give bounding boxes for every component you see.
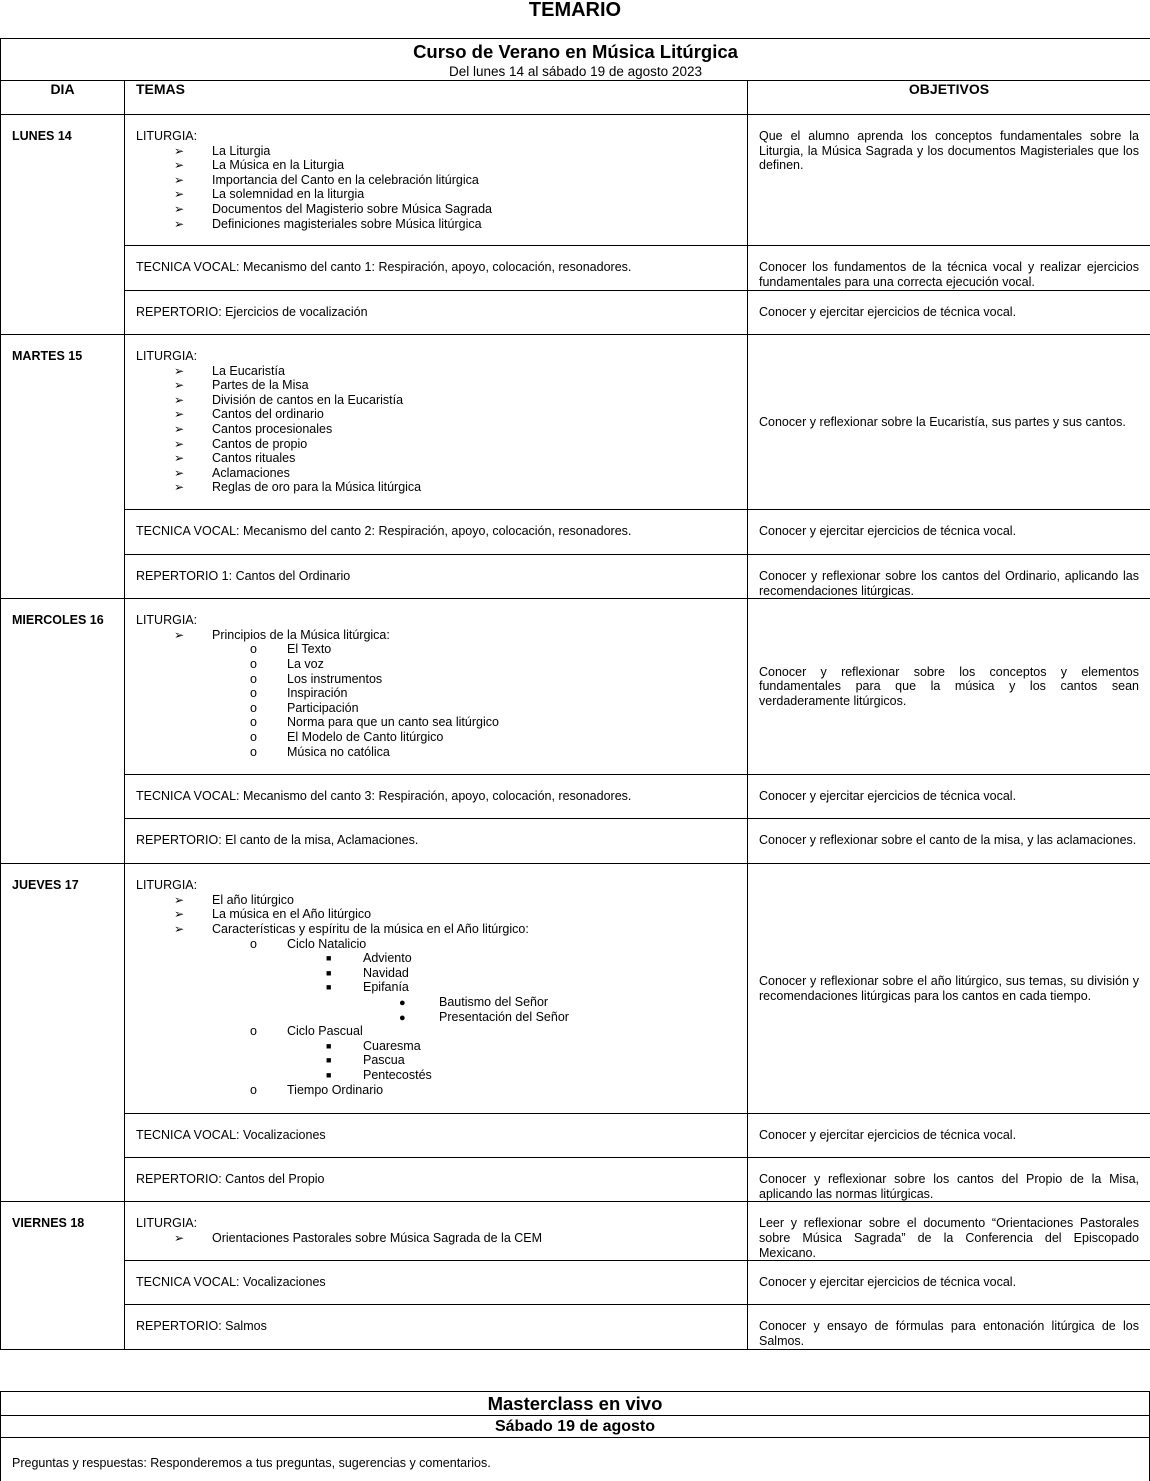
topic-item	[136, 995, 737, 1010]
topic-text: Reglas de oro para la Música litúrgica	[212, 480, 422, 495]
course-dates: Del lunes 14 al sábado 19 de agosto 2023	[449, 64, 702, 79]
topic-list-level-1	[136, 893, 737, 1097]
topic-item	[136, 686, 737, 701]
topic-item	[136, 187, 737, 202]
topic-heading: TECNICA VOCAL: Vocalizaciones	[136, 1275, 326, 1290]
bullet-icon: ●	[399, 996, 406, 1009]
topic-cell	[125, 555, 748, 599]
bullet-icon: ➢	[174, 407, 185, 422]
topic-cell	[125, 335, 748, 510]
bullet-icon: o	[250, 1024, 257, 1039]
topic-item	[136, 144, 737, 159]
day-label: VIERNES 18	[1, 1202, 125, 1350]
course-header	[1, 39, 1150, 81]
bullet-icon: ➢	[174, 480, 185, 495]
topic-item	[136, 466, 737, 481]
topic-cell	[125, 246, 748, 291]
day-label: JUEVES 17	[1, 864, 125, 1202]
topic-item	[136, 730, 737, 745]
bullet-icon: ●	[399, 1011, 406, 1024]
topic-heading: LITURGIA:	[136, 1216, 198, 1231]
topic-item	[136, 715, 737, 730]
topic-list-level-1	[136, 628, 737, 759]
topic-cell	[125, 510, 748, 555]
course-header-row	[1, 39, 1150, 81]
bullet-icon: ➢	[174, 378, 185, 393]
bullet-icon: ➢	[174, 143, 185, 158]
masterclass-description: Preguntas y respuestas: Responderemos a tus preguntas, sugerencias y comentarios.	[1, 1438, 1150, 1481]
topic-heading: TECNICA VOCAL: Vocalizaciones	[136, 1128, 326, 1143]
schedule-row	[1, 1158, 1150, 1202]
objective-cell: Conocer y ejercitar ejercicios de técnica vocal.	[748, 1114, 1150, 1158]
topic-text: Cantos de propio	[212, 436, 308, 451]
topic-text: Bautismo del Señor	[439, 994, 549, 1009]
masterclass-table	[0, 1391, 1150, 1481]
sub-topic-group	[136, 937, 737, 1098]
schedule-row	[1, 335, 1150, 510]
bullet-icon: o	[250, 671, 257, 686]
topic-item	[136, 628, 737, 643]
topic-item	[136, 701, 737, 716]
topic-item	[136, 437, 737, 452]
objective-cell: Conocer y ejercitar ejercicios de técnica vocal.	[748, 510, 1150, 555]
topic-text: Pascua	[363, 1053, 405, 1068]
topic-text: Principios de la Música litúrgica:	[212, 627, 390, 642]
sub-topic-group	[136, 995, 737, 1024]
topic-item	[136, 951, 737, 966]
objective-cell: Conocer y reflexionar sobre los cantos del Propio de la Misa, aplicando las normas litúrgicas.	[748, 1158, 1150, 1202]
topic-item	[136, 1039, 737, 1054]
topic-cell	[125, 819, 748, 864]
masterclass-date: Sábado 19 de agosto	[1, 1416, 1150, 1438]
bullet-icon: ➢	[174, 627, 185, 642]
topic-text: Importancia del Canto en la celebración litúrgica	[212, 172, 479, 187]
topic-text: El Texto	[287, 642, 332, 657]
objective-cell: Conocer y reflexionar sobre los conceptos y elementos fundamentales para que la música y los cantos sean verdaderamente litúrgicos.	[748, 599, 1150, 775]
topic-text: Tiempo Ordinario	[287, 1082, 384, 1097]
bullet-icon: ➢	[174, 201, 185, 216]
topic-heading: REPERTORIO: Cantos del Propio	[136, 1172, 325, 1187]
day-label: LUNES 14	[1, 115, 125, 335]
topic-item	[136, 1010, 737, 1025]
schedule-row	[1, 510, 1150, 555]
topic-cell	[125, 115, 748, 246]
sub-topic-group	[136, 951, 737, 1024]
schedule-row	[1, 864, 1150, 1114]
topic-item	[136, 893, 737, 908]
bullet-icon: o	[250, 1082, 257, 1097]
topic-text: Partes de la Misa	[212, 378, 309, 393]
topic-cell	[125, 864, 748, 1114]
objective-cell: Conocer y ensayo de fórmulas para entonación litúrgica de los Salmos.	[748, 1305, 1150, 1350]
bullet-icon: o	[250, 729, 257, 744]
topic-list-level-1	[136, 144, 737, 232]
topic-item	[136, 657, 737, 672]
bullet-icon: ➢	[174, 158, 185, 173]
bullet-icon: o	[250, 642, 257, 657]
topic-cell	[125, 1202, 748, 1261]
objective-cell: Conocer los fundamentos de la técnica vocal y realizar ejercicios fundamentales para una correcta ejecución vocal.	[748, 246, 1150, 291]
topic-item	[136, 966, 737, 981]
topic-item	[136, 745, 737, 760]
bullet-icon: ➢	[174, 172, 185, 187]
topic-heading: LITURGIA:	[136, 613, 198, 628]
topic-text: Epifanía	[363, 980, 409, 995]
sub-topic-group	[136, 1039, 737, 1083]
bullet-icon: ■	[326, 1040, 332, 1051]
objective-cell: Conocer y reflexionar sobre el canto de la misa, y las aclamaciones.	[748, 819, 1150, 864]
topic-text: Aclamaciones	[212, 465, 290, 480]
topic-text: La Eucaristía	[212, 363, 285, 378]
topic-text: Pentecostés	[363, 1067, 432, 1082]
bullet-icon: o	[250, 686, 257, 701]
topic-list-level-4	[136, 995, 737, 1024]
topic-text: El Modelo de Canto litúrgico	[287, 729, 444, 744]
bullet-icon: ➢	[174, 436, 185, 451]
schedule-row	[1, 555, 1150, 599]
topic-text: Orientaciones Pastorales sobre Música Sagrada de la CEM	[212, 1230, 543, 1245]
bullet-icon: ■	[326, 953, 332, 964]
topic-heading: TECNICA VOCAL: Mecanismo del canto 2: Respiración, apoyo, colocación, resonadores.	[136, 524, 632, 538]
bullet-icon: ➢	[174, 187, 185, 202]
topic-text: Definiciones magisteriales sobre Música litúrgica	[212, 216, 482, 231]
topic-list-level-3	[136, 1039, 737, 1083]
column-header-row	[1, 81, 1150, 115]
column-header-temas: TEMAS	[125, 81, 748, 115]
topic-text: El año litúrgico	[212, 892, 294, 907]
topic-item	[136, 173, 737, 188]
topic-heading: TECNICA VOCAL: Mecanismo del canto 1: Respiración, apoyo, colocación, resonadores.	[136, 260, 632, 274]
topic-text: Documentos del Magisterio sobre Música Sagrada	[212, 201, 492, 216]
sub-topic-group	[136, 642, 737, 759]
topic-text: La Música en la Liturgia	[212, 158, 345, 173]
bullet-icon: ➢	[174, 363, 185, 378]
topic-heading: LITURGIA:	[136, 878, 198, 893]
topic-text: Navidad	[363, 965, 409, 980]
column-header-objetivos: OBJETIVOS	[748, 81, 1150, 115]
topic-text: Participación	[287, 700, 359, 715]
topic-text: Cantos rituales	[212, 451, 296, 466]
bullet-icon: ➢	[174, 216, 185, 231]
topic-text: Ciclo Pascual	[287, 1024, 363, 1039]
topic-item	[136, 922, 737, 937]
topic-heading: REPERTORIO: El canto de la misa, Aclamaciones.	[136, 833, 419, 848]
masterclass-title: Masterclass en vivo	[1, 1392, 1150, 1416]
schedule-row	[1, 1114, 1150, 1158]
bullet-icon: o	[250, 656, 257, 671]
bullet-icon: ■	[326, 1069, 332, 1080]
topic-cell	[125, 599, 748, 775]
objective-cell: Conocer y ejercitar ejercicios de técnica vocal.	[748, 775, 1150, 819]
schedule-row	[1, 115, 1150, 246]
topic-cell	[125, 291, 748, 335]
syllabus-table	[0, 38, 1150, 1350]
topic-item	[136, 451, 737, 466]
page-title: TEMARIO	[528, 0, 622, 21]
bullet-icon: ➢	[174, 451, 185, 466]
bullet-icon: ➢	[174, 892, 185, 907]
schedule-row	[1, 819, 1150, 864]
objective-cell: Conocer y ejercitar ejercicios de técnica vocal.	[748, 291, 1150, 335]
topic-text: La voz	[287, 656, 324, 671]
topic-list-level-1	[136, 1231, 737, 1246]
topic-list-level-2	[136, 937, 737, 1098]
bullet-icon: ➢	[174, 465, 185, 480]
topic-cell	[125, 1114, 748, 1158]
topic-item	[136, 1024, 737, 1039]
topic-heading: REPERTORIO 1: Cantos del Ordinario	[136, 569, 351, 583]
bullet-icon: ■	[326, 982, 332, 993]
topic-text: Norma para que un canto sea litúrgico	[287, 715, 499, 730]
topic-text: Inspiración	[287, 686, 348, 701]
topic-item	[136, 422, 737, 437]
topic-item	[136, 907, 737, 922]
objective-cell: Conocer y reflexionar sobre la Eucaristía, sus partes y sus cantos.	[748, 335, 1150, 510]
topic-list-level-2	[136, 642, 737, 759]
bullet-icon: ➢	[174, 421, 185, 436]
topic-item	[136, 642, 737, 657]
objective-cell: Leer y reflexionar sobre el documento “Orientaciones Pastorales sobre Música Sagrada” de la Conferencia del Episcopado Mexicano.	[748, 1202, 1150, 1261]
bullet-icon: o	[250, 715, 257, 730]
topic-item	[136, 1083, 737, 1098]
bullet-icon: ➢	[174, 921, 185, 936]
topic-item	[136, 202, 737, 217]
bullet-icon: ➢	[174, 907, 185, 922]
topic-heading: TECNICA VOCAL: Mecanismo del canto 3: Respiración, apoyo, colocación, resonadores.	[136, 789, 632, 804]
topic-list-level-3	[136, 951, 737, 1024]
topic-item	[136, 1068, 737, 1083]
topic-heading: REPERTORIO: Salmos	[136, 1319, 267, 1334]
topic-heading: LITURGIA:	[136, 129, 198, 143]
topic-text: Los instrumentos	[287, 671, 383, 686]
topic-cell	[125, 1305, 748, 1350]
topic-heading: LITURGIA:	[136, 349, 198, 363]
topic-item	[136, 480, 737, 495]
column-header-dia: DIA	[1, 81, 125, 115]
topic-text: Cuaresma	[363, 1038, 421, 1053]
topic-text: Ciclo Natalicio	[287, 936, 367, 951]
schedule-row	[1, 1305, 1150, 1350]
topic-text: La solemnidad en la liturgia	[212, 187, 365, 202]
day-label: MARTES 15	[1, 335, 125, 599]
topic-item	[136, 1053, 737, 1068]
objective-cell: Que el alumno aprenda los conceptos fundamentales sobre la Liturgia, la Música Sagrada y los documentos Magisteriales que los definen.	[748, 115, 1150, 246]
schedule-row	[1, 246, 1150, 291]
topic-item	[136, 364, 737, 379]
bullet-icon: o	[250, 744, 257, 759]
objective-cell: Conocer y ejercitar ejercicios de técnica vocal.	[748, 1261, 1150, 1305]
day-label: MIERCOLES 16	[1, 599, 125, 864]
topic-text: Adviento	[363, 951, 412, 966]
objective-cell: Conocer y reflexionar sobre los cantos del Ordinario, aplicando las recomendaciones litúrgicas.	[748, 555, 1150, 599]
bullet-icon: ➢	[174, 1230, 185, 1245]
schedule-row	[1, 775, 1150, 819]
bullet-icon: ■	[326, 967, 332, 978]
topic-text: División de cantos en la Eucaristía	[212, 392, 404, 407]
bullet-icon: ➢	[174, 392, 185, 407]
bullet-icon: ■	[326, 1055, 332, 1066]
bullet-icon: o	[250, 936, 257, 951]
topic-item	[136, 407, 737, 422]
topic-cell	[125, 1158, 748, 1202]
topic-text: Música no católica	[287, 744, 390, 759]
schedule-row	[1, 291, 1150, 335]
topic-heading: REPERTORIO: Ejercicios de vocalización	[136, 305, 368, 319]
topic-text: Características y espíritu de la música en el Año litúrgico:	[212, 921, 529, 936]
topic-item	[136, 937, 737, 952]
topic-list-level-1	[136, 364, 737, 495]
schedule-row	[1, 1202, 1150, 1261]
topic-item	[136, 158, 737, 173]
topic-item	[136, 393, 737, 408]
topic-text: La Liturgia	[212, 143, 271, 158]
topic-item	[136, 378, 737, 393]
bullet-icon: o	[250, 700, 257, 715]
topic-item	[136, 1231, 737, 1246]
topic-text: Cantos procesionales	[212, 421, 333, 436]
topic-cell	[125, 1261, 748, 1305]
topic-text: Presentación del Señor	[439, 1009, 569, 1024]
topic-text: La música en el Año litúrgico	[212, 907, 372, 922]
schedule-row	[1, 1261, 1150, 1305]
topic-item	[136, 672, 737, 687]
topic-item	[136, 217, 737, 232]
schedule-row	[1, 599, 1150, 775]
topic-cell	[125, 775, 748, 819]
course-title: Curso de Verano en Música Litúrgica	[413, 41, 738, 62]
objective-cell: Conocer y reflexionar sobre el año litúrgico, sus temas, su división y recomendaciones litúrgicas para los cantos en cada tiempo.	[748, 864, 1150, 1114]
topic-text: Cantos del ordinario	[212, 407, 324, 422]
topic-item	[136, 980, 737, 995]
